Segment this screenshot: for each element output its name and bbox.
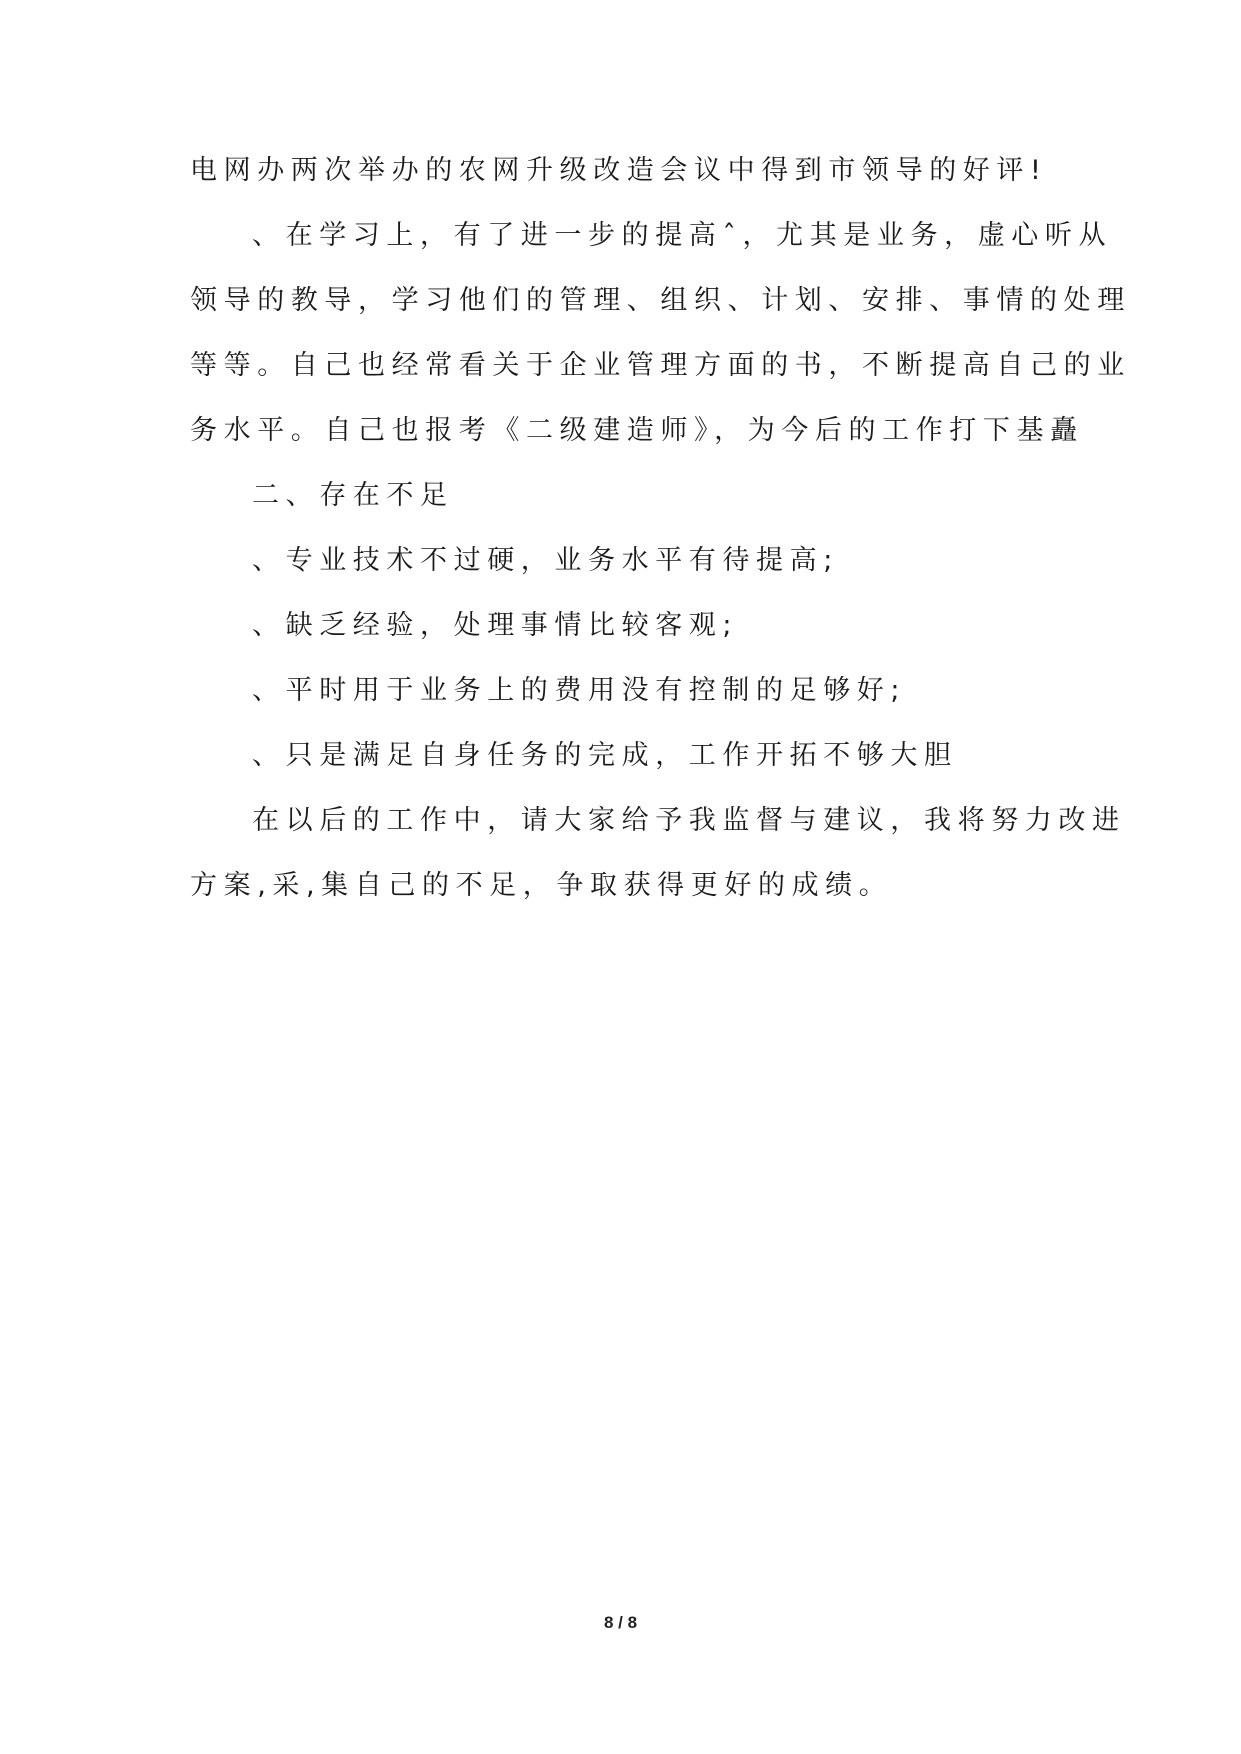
list-item: 、只是满足自身任务的完成，工作开拓不够大胆 xyxy=(252,740,958,771)
text-line: 等等。自己也经常看关于企业管理方面的书，不断提高自己的业 xyxy=(190,350,1131,381)
text-line: 领导的教导，学习他们的管理、组织、计划、安排、事情的处理 xyxy=(190,285,1131,316)
document-body xyxy=(190,155,1131,935)
list-item: 、平时用于业务上的费用没有控制的足够好; xyxy=(252,675,907,706)
list-item: 、专业技术不过硬，业务水平有待提高; xyxy=(252,545,839,576)
text-line: 在以后的工作中，请大家给予我监督与建议，我将努力改进 xyxy=(252,805,1126,836)
text-line: 、在学习上，有了进一步的提高ˆ，尤其是业务，虚心听从 xyxy=(252,220,1113,251)
text-line: 务水平。自己也报考《二级建造师》，为今后的工作打下基矗 xyxy=(190,415,1084,446)
page-number: 8 / 8 xyxy=(603,1613,638,1632)
section-heading: 二、存在不足 xyxy=(252,480,454,511)
text-line: 方案,采,集自己的不足，争取获得更好的成绩。 xyxy=(190,870,893,901)
text-line: 电网办两次举办的农网升级改造会议中得到市领导的好评! xyxy=(190,155,1048,186)
list-item: 、缺乏经验，处理事情比较客观; xyxy=(252,610,739,641)
